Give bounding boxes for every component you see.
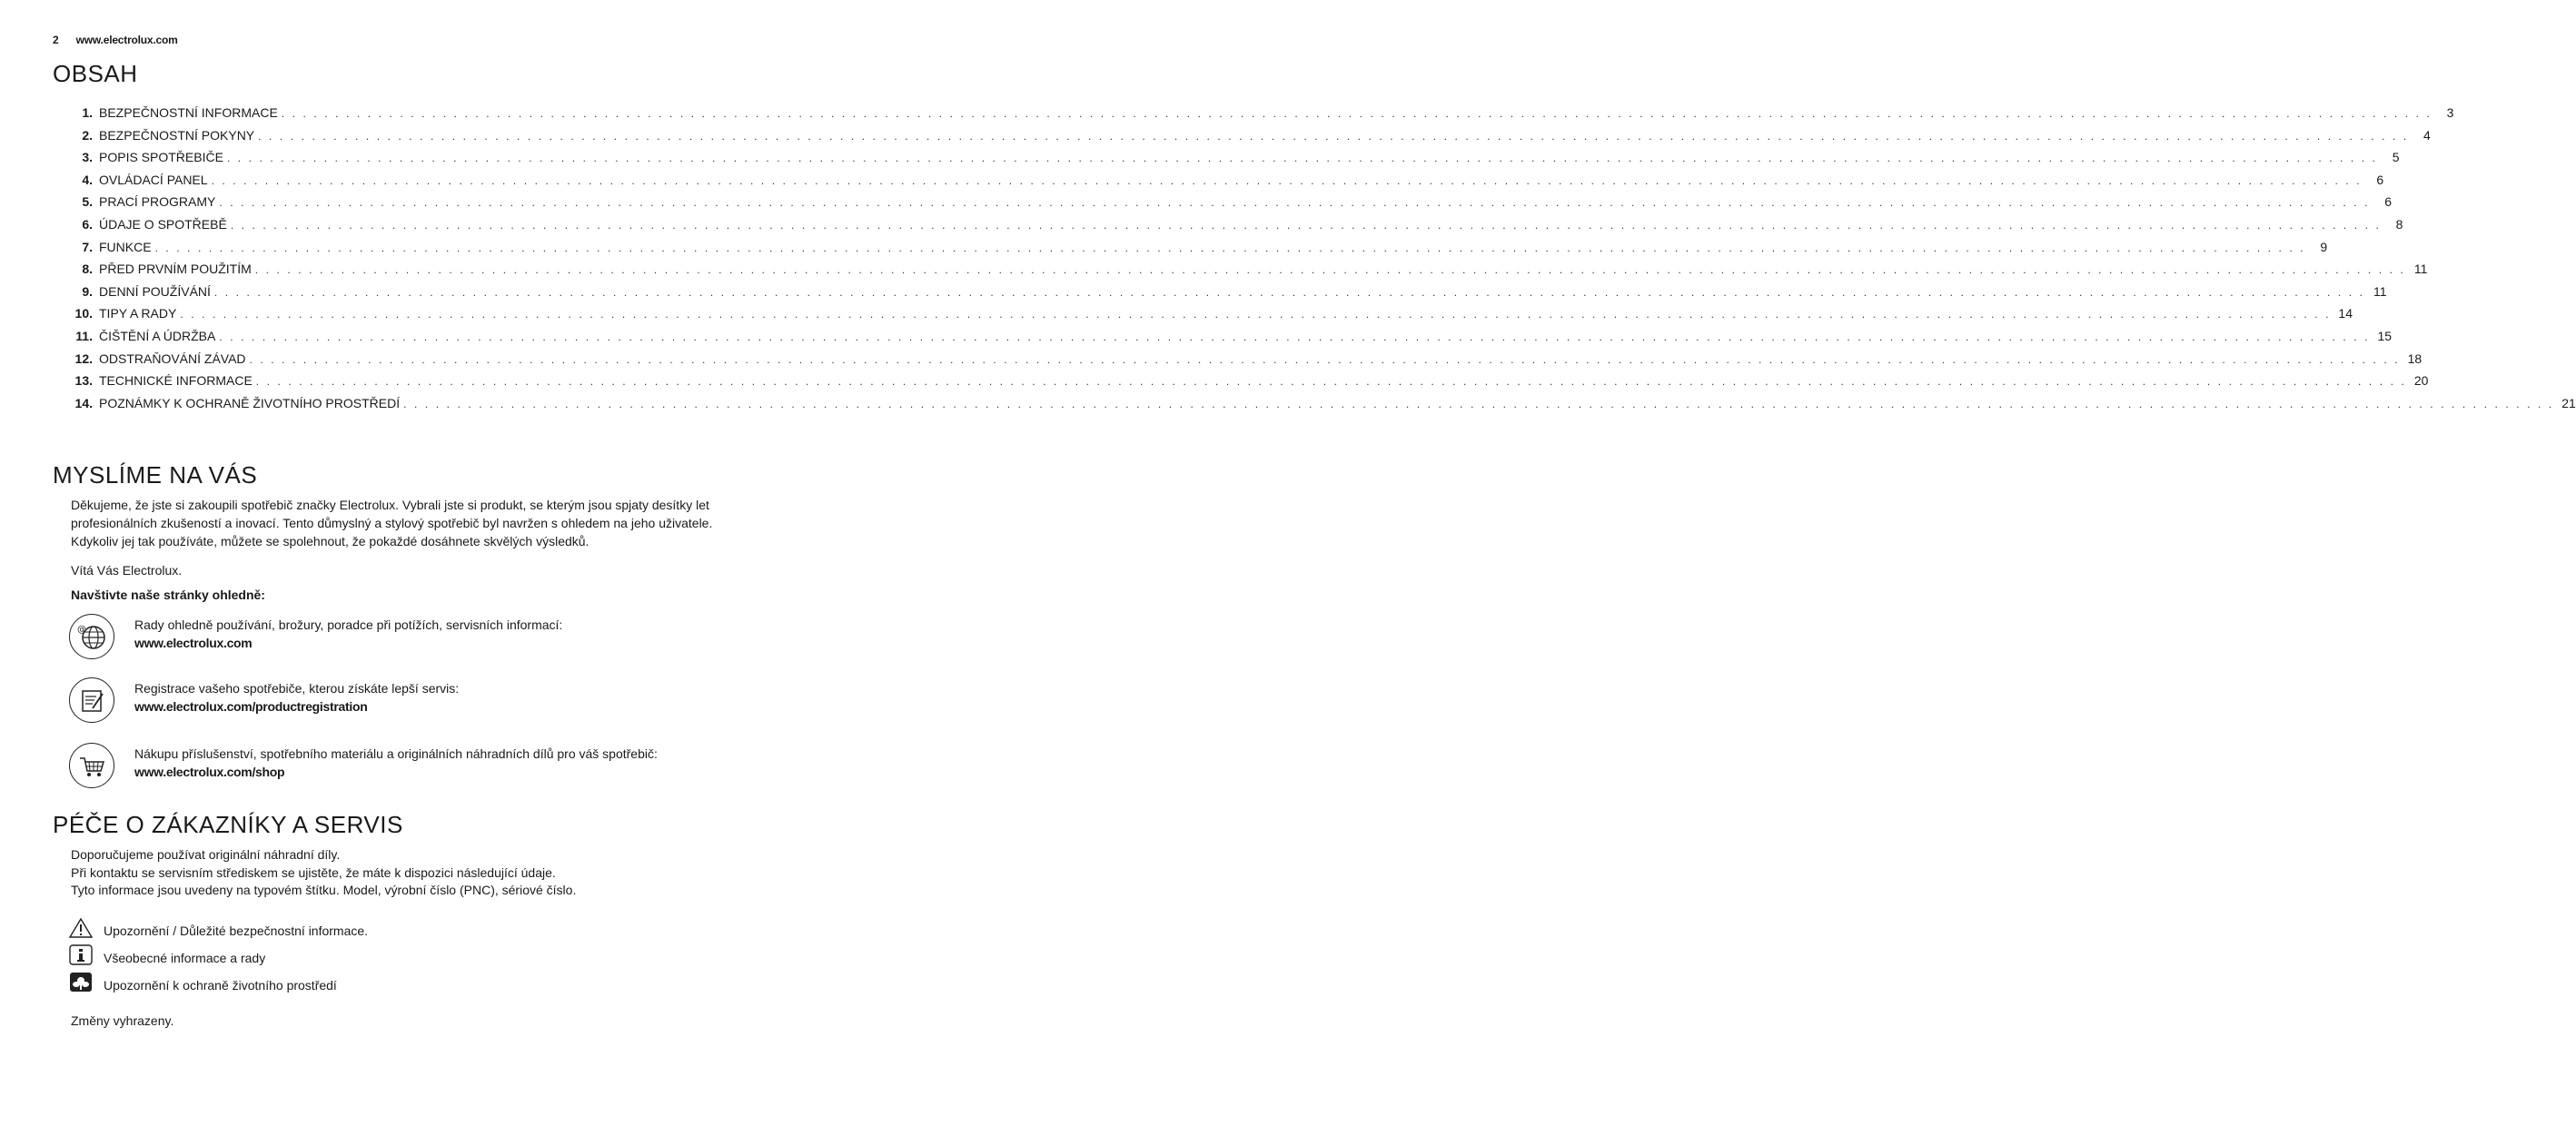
toc-item[interactable] (71, 283, 2387, 307)
care-line: Doporučujeme používat originální náhradní díly. (71, 847, 341, 862)
toc-item-number: 4. (82, 172, 93, 187)
toc-item-title: TIPY A RADY (99, 306, 177, 321)
warning-icon (69, 917, 93, 939)
toc-item[interactable] (71, 351, 2422, 374)
toc-item-page: 4 (2423, 127, 2431, 143)
toc-item[interactable] (71, 373, 2429, 396)
toc-leader-dots: . . . . . . . . . . . . . . . . . . . . . . . . . . . . . . . . . . . . . . . . . . . . . . . . . . . . . . . . . . . . . . . . . . . . . . . . . . . . . . . . . . . . . . . . . . . . . . . . . . . . . . . . . . . . . . . . . . . . . . . . . . . . . . . . . . . . . . . . . . . . . . . . . . . . . . . . . . . . . . . . . . . . . . . . . . . . . . . . . . . . . . . . . . . . . . . . . . . . . . . . (213, 285, 2365, 299)
legend-environment (69, 972, 705, 995)
toc-item-page: 21 (2561, 395, 2576, 410)
toc-item-number: 11. (75, 328, 93, 343)
link-row-shop (69, 743, 759, 795)
toc-leader-dots: . . . . . . . . . . . . . . . . . . . . . . . . . . . . . . . . . . . . . . . . . . . . . . . . . . . . . . . . . . . . . . . . . . . . . . . . . . . . . . . . . . . . . . . . . . . . . . . . . . . . . . . . . . . . . . . . . . . . . . . . . . . . . . . . . . . . . . . . . . . . . . . . . . . . . . . . . . . . . . . . . . . . . . . . . . . . . . . . . . . . . . . . . . . . . . . . . . . . . . . . (180, 308, 2331, 321)
toc-item-number: 1. (82, 105, 93, 120)
legend-text: Všeobecné informace a rady (104, 951, 266, 965)
legend-text: Upozornění k ochraně životního prostředí (104, 978, 337, 993)
care-line: Tyto informace jsou uvedeny na typovém štítku. Model, výrobní číslo (PNC), sériové číslo. (71, 883, 577, 897)
customer-care-text (71, 846, 748, 900)
thinking-of-you-title: MYSLÍME NA VÁS (53, 461, 258, 489)
legend-text: Upozornění / Důležité bezpečnostní informace. (104, 924, 369, 938)
table-of-contents (71, 105, 2576, 418)
toc-item[interactable] (71, 306, 2353, 329)
intro-paragraph: Děkujeme, že jste si zakoupili spotřebič značky Electrolux. Vybrali jste si produkt, se kterým jsou spjaty desítky let profesionálních zkušeností a inovací. Tento důmyslný a stylový spotřebič byl navržen s ohledem na jeho uživatele. Kdykoliv jej tak používáte, můžete se spolehnout, že pokaždé dosáhnete skvělých výsledků. (71, 498, 713, 548)
svg-text:@: @ (77, 625, 86, 635)
contents-title: OBSAH (53, 60, 138, 87)
toc-item-page: 15 (2377, 328, 2393, 343)
toc-item-number: 9. (82, 283, 93, 299)
link-shop[interactable]: www.electrolux.com/shop (134, 765, 285, 779)
toc-item-title: BEZPEČNOSTNÍ POKYNY (99, 127, 255, 143)
page-header (53, 34, 178, 46)
toc-item[interactable] (71, 395, 2576, 419)
link-description: Registrace vašeho spotřebiče, kterou získáte lepší servis: (134, 681, 460, 696)
toc-item-page: 11 (2413, 262, 2428, 277)
toc-item[interactable] (71, 172, 2384, 195)
toc-item[interactable] (71, 262, 2428, 284)
toc-leader-dots: . . . . . . . . . . . . . . . . . . . . . . . . . . . . . . . . . . . . . . . . . . . . . . . . . . . . . . . . . . . . . . . . . . . . . . . . . . . . . . . . . . . . . . . . . . . . . . . . . . . . . . . . . . . . . . . . . . . . . . . . . . . . . . . . . . . . . . . . . . . . . . . . . . . . . . . . . . . . . . . . . . . . . . . . . . . . . . . . . . . . . . . . . . . . . . . . . . . . . . . . (230, 218, 2382, 232)
customer-care-title: PÉČE O ZÁKAZNÍKY A SERVIS (53, 811, 403, 838)
toc-item-page: 8 (2395, 216, 2403, 232)
link-description: Nákupu příslušenství, spotřebního materiálu a originálních náhradních dílů pro váš spotřebič: (134, 746, 658, 761)
toc-item-title: FUNKCE (99, 239, 152, 254)
toc-item-title: TECHNICKÉ INFORMACE (99, 373, 253, 389)
visit-heading: Navštivte naše stránky ohledně: (71, 588, 265, 602)
link-row-support (69, 614, 759, 667)
toc-item-title: PRACÍ PROGRAMY (99, 194, 216, 210)
welcome-text: Vítá Vás Electrolux. (71, 563, 183, 578)
toc-item-page: 9 (2320, 239, 2328, 254)
toc-item-title: POZNÁMKY K OCHRANĚ ŽIVOTNÍHO PROSTŘEDÍ (99, 395, 401, 410)
toc-item-title: BEZPEČNOSTNÍ INFORMACE (99, 105, 278, 120)
toc-item-page: 18 (2407, 351, 2422, 366)
changes-reserved-text: Změny vyhrazeny. (71, 1013, 174, 1028)
toc-item-number: 14. (74, 395, 93, 410)
toc-item[interactable] (71, 105, 2454, 128)
toc-item-page: 3 (2446, 105, 2454, 120)
toc-item-number: 6. (82, 216, 93, 232)
environment-icon (69, 972, 93, 993)
toc-item-number: 8. (82, 262, 93, 277)
toc-leader-dots: . . . . . . . . . . . . . . . . . . . . . . . . . . . . . . . . . . . . . . . . . . . . . . . . . . . . . . . . . . . . . . . . . . . . . . . . . . . . . . . . . . . . . . . . . . . . . . . . . . . . . . . . . . . . . . . . . . . . . . . . . . . . . . . . . . . . . . . . . . . . . . . . . . . . . . . . . . . . . . . . . . . . . . . . . . . . . . . . . . . . . . . . . . . . . . . . . . . . . . . . (211, 173, 2363, 187)
toc-item-number: 2. (82, 127, 93, 143)
toc-item-title: PŘED PRVNÍM POUŽITÍM (99, 262, 252, 277)
toc-leader-dots: . . . . . . . . . . . . . . . . . . . . . . . . . . . . . . . . . . . . . . . . . . . . . . . . . . . . . . . . . . . . . . . . . . . . . . . . . . . . . . . . . . . . . . . . . . . . . . . . . . . . . . . . . . . . . . . . . . . . . . . . . . . . . . . . . . . . . . . . . . . . . . . . . . . . . . . . . . . . . . . . . . . . . . . . . . . . . . . . . . . . . . . . . . . . . . . . . . . . . . . . (219, 196, 2371, 210)
toc-leader-dots: . . . . . . . . . . . . . . . . . . . . . . . . . . . . . . . . . . . . . . . . . . . . . . . . . . . . . . . . . . . . . . . . . . . . . . . . . . . . . . . . . . . . . . . . . . . . . . . . . . . . . . . . . . . . . . . . . . . . . . . . . . . . . . . . . . . . . . . . . . . . . . . . . . . . . . . . . . . . . . . . . . . . . . . . . . . . . . . . . . . . . . . . . . . . . . . . . . . . . . . . (254, 263, 2406, 277)
toc-item-page: 6 (2376, 172, 2384, 187)
toc-item-number: 3. (82, 150, 93, 165)
toc-leader-dots: . . . . . . . . . . . . . . . . . . . . . . . . . . . . . . . . . . . . . . . . . . . . . . . . . . . . . . . . . . . . . . . . . . . . . . . . . . . . . . . . . . . . . . . . . . . . . . . . . . . . . . . . . . . . . . . . . . . . . . . . . . . . . . . . . . . . . . . . . . . . . . . . . . . . . . . . . . . . . . . . . . . . . . . . . . . . . . . . . . . . . . . . . . . . . . . . . . . . . . . . (403, 397, 2554, 410)
toc-item[interactable] (71, 150, 2400, 173)
link-row-registration (69, 677, 759, 730)
toc-item-number: 5. (82, 194, 93, 210)
toc-item-page: 14 (2338, 306, 2353, 321)
globe-icon (69, 614, 114, 659)
toc-item-page: 20 (2413, 373, 2429, 389)
care-line: Při kontaktu se servisním střediskem se ujistěte, že máte k dispozici následující údaje. (71, 864, 556, 880)
toc-item-number: 10. (74, 306, 93, 321)
toc-item-page: 11 (2373, 283, 2387, 299)
toc-item-title: ODSTRAŇOVÁNÍ ZÁVAD (99, 351, 246, 366)
toc-leader-dots: . . . . . . . . . . . . . . . . . . . . . . . . . . . . . . . . . . . . . . . . . . . . . . . . . . . . . . . . . . . . . . . . . . . . . . . . . . . . . . . . . . . . . . . . . . . . . . . . . . . . . . . . . . . . . . . . . . . . . . . . . . . . . . . . . . . . . . . . . . . . . . . . . . . . . . . . . . . . . . . . . . . . . . . . . . . . . . . . . . . . . . . . . . . . . . . . . . . . . . . . (249, 352, 2401, 366)
toc-item-number: 7. (82, 239, 93, 254)
legend-warning (69, 917, 705, 941)
toc-leader-dots: . . . . . . . . . . . . . . . . . . . . . . . . . . . . . . . . . . . . . . . . . . . . . . . . . . . . . . . . . . . . . . . . . . . . . . . . . . . . . . . . . . . . . . . . . . . . . . . . . . . . . . . . . . . . . . . . . . . . . . . . . . . . . . . . . . . . . . . . . . . . . . . . . . . . . . . . . . . . . . . . . . . . . . . . . . . . . . . . . . . . . . . . . . . . . . . . . . . . . . . . (154, 241, 2306, 254)
shopping-cart-icon (69, 743, 114, 788)
page-number: 2 (53, 34, 59, 46)
toc-item[interactable] (71, 194, 2393, 217)
toc-item[interactable] (71, 239, 2328, 262)
toc-item[interactable] (71, 127, 2431, 151)
toc-leader-dots: . . . . . . . . . . . . . . . . . . . . . . . . . . . . . . . . . . . . . . . . . . . . . . . . . . . . . . . . . . . . . . . . . . . . . . . . . . . . . . . . . . . . . . . . . . . . . . . . . . . . . . . . . . . . . . . . . . . . . . . . . . . . . . . . . . . . . . . . . . . . . . . . . . . . . . . . . . . . . . . . . . . . . . . . . . . . . . . . . . . . . . . . . . . . . . . . . . . . . . . . (255, 375, 2407, 389)
toc-leader-dots: . . . . . . . . . . . . . . . . . . . . . . . . . . . . . . . . . . . . . . . . . . . . . . . . . . . . . . . . . . . . . . . . . . . . . . . . . . . . . . . . . . . . . . . . . . . . . . . . . . . . . . . . . . . . . . . . . . . . . . . . . . . . . . . . . . . . . . . . . . . . . . . . . . . . . . . . . . . . . . . . . . . . . . . . . . . . . . . . . . . . . . . . . . . . . . . . . . . . . . . . (219, 330, 2371, 343)
toc-item-number: 13. (74, 373, 93, 389)
header-site-link[interactable]: www.electrolux.com (75, 34, 178, 46)
toc-item-title: POPIS SPOTŘEBIČE (99, 150, 223, 165)
toc-leader-dots: . . . . . . . . . . . . . . . . . . . . . . . . . . . . . . . . . . . . . . . . . . . . . . . . . . . . . . . . . . . . . . . . . . . . . . . . . . . . . . . . . . . . . . . . . . . . . . . . . . . . . . . . . . . . . . . . . . . . . . . . . . . . . . . . . . . . . . . . . . . . . . . . . . . . . . . . . . . . . . . . . . . . . . . . . . . . . . . . . . . . . . . . . . . . . . . . . . . . . . . . (258, 129, 2409, 143)
toc-item[interactable] (71, 328, 2393, 351)
link-description: Rady ohledně používání, brožury, poradce při potížích, servisních informací: (134, 617, 563, 632)
toc-leader-dots: . . . . . . . . . . . . . . . . . . . . . . . . . . . . . . . . . . . . . . . . . . . . . . . . . . . . . . . . . . . . . . . . . . . . . . . . . . . . . . . . . . . . . . . . . . . . . . . . . . . . . . . . . . . . . . . . . . . . . . . . . . . . . . . . . . . . . . . . . . . . . . . . . . . . . . . . . . . . . . . . . . . . . . . . . . . . . . . . . . . . . . . . . . . . . . . . . . . . . . . . (226, 152, 2378, 165)
toc-item-title: DENNÍ POUŽÍVÁNÍ (99, 283, 211, 299)
toc-item-title: ČIŠTĚNÍ A ÚDRŽBA (99, 328, 216, 343)
toc-item-number: 12. (74, 351, 93, 366)
toc-item[interactable] (71, 216, 2403, 240)
toc-leader-dots: . . . . . . . . . . . . . . . . . . . . . . . . . . . . . . . . . . . . . . . . . . . . . . . . . . . . . . . . . . . . . . . . . . . . . . . . . . . . . . . . . . . . . . . . . . . . . . . . . . . . . . . . . . . . . . . . . . . . . . . . . . . . . . . . . . . . . . . . . . . . . . . . . . . . . . . . . . . . . . . . . . . . . . . . . . . . . . . . . . . . . . . . . . . . . . . . . . . . . . . . (281, 107, 2432, 120)
info-icon (69, 944, 93, 966)
link-product-registration[interactable]: www.electrolux.com/productregistration (134, 699, 368, 714)
link-electrolux-com[interactable]: www.electrolux.com (134, 636, 253, 650)
toc-item-page: 6 (2384, 194, 2393, 210)
toc-item-title: ÚDAJE O SPOTŘEBĚ (99, 216, 227, 232)
legend-info (69, 944, 705, 968)
registration-icon (69, 677, 114, 723)
toc-item-page: 5 (2392, 150, 2400, 165)
toc-item-title: OVLÁDACÍ PANEL (99, 172, 208, 187)
